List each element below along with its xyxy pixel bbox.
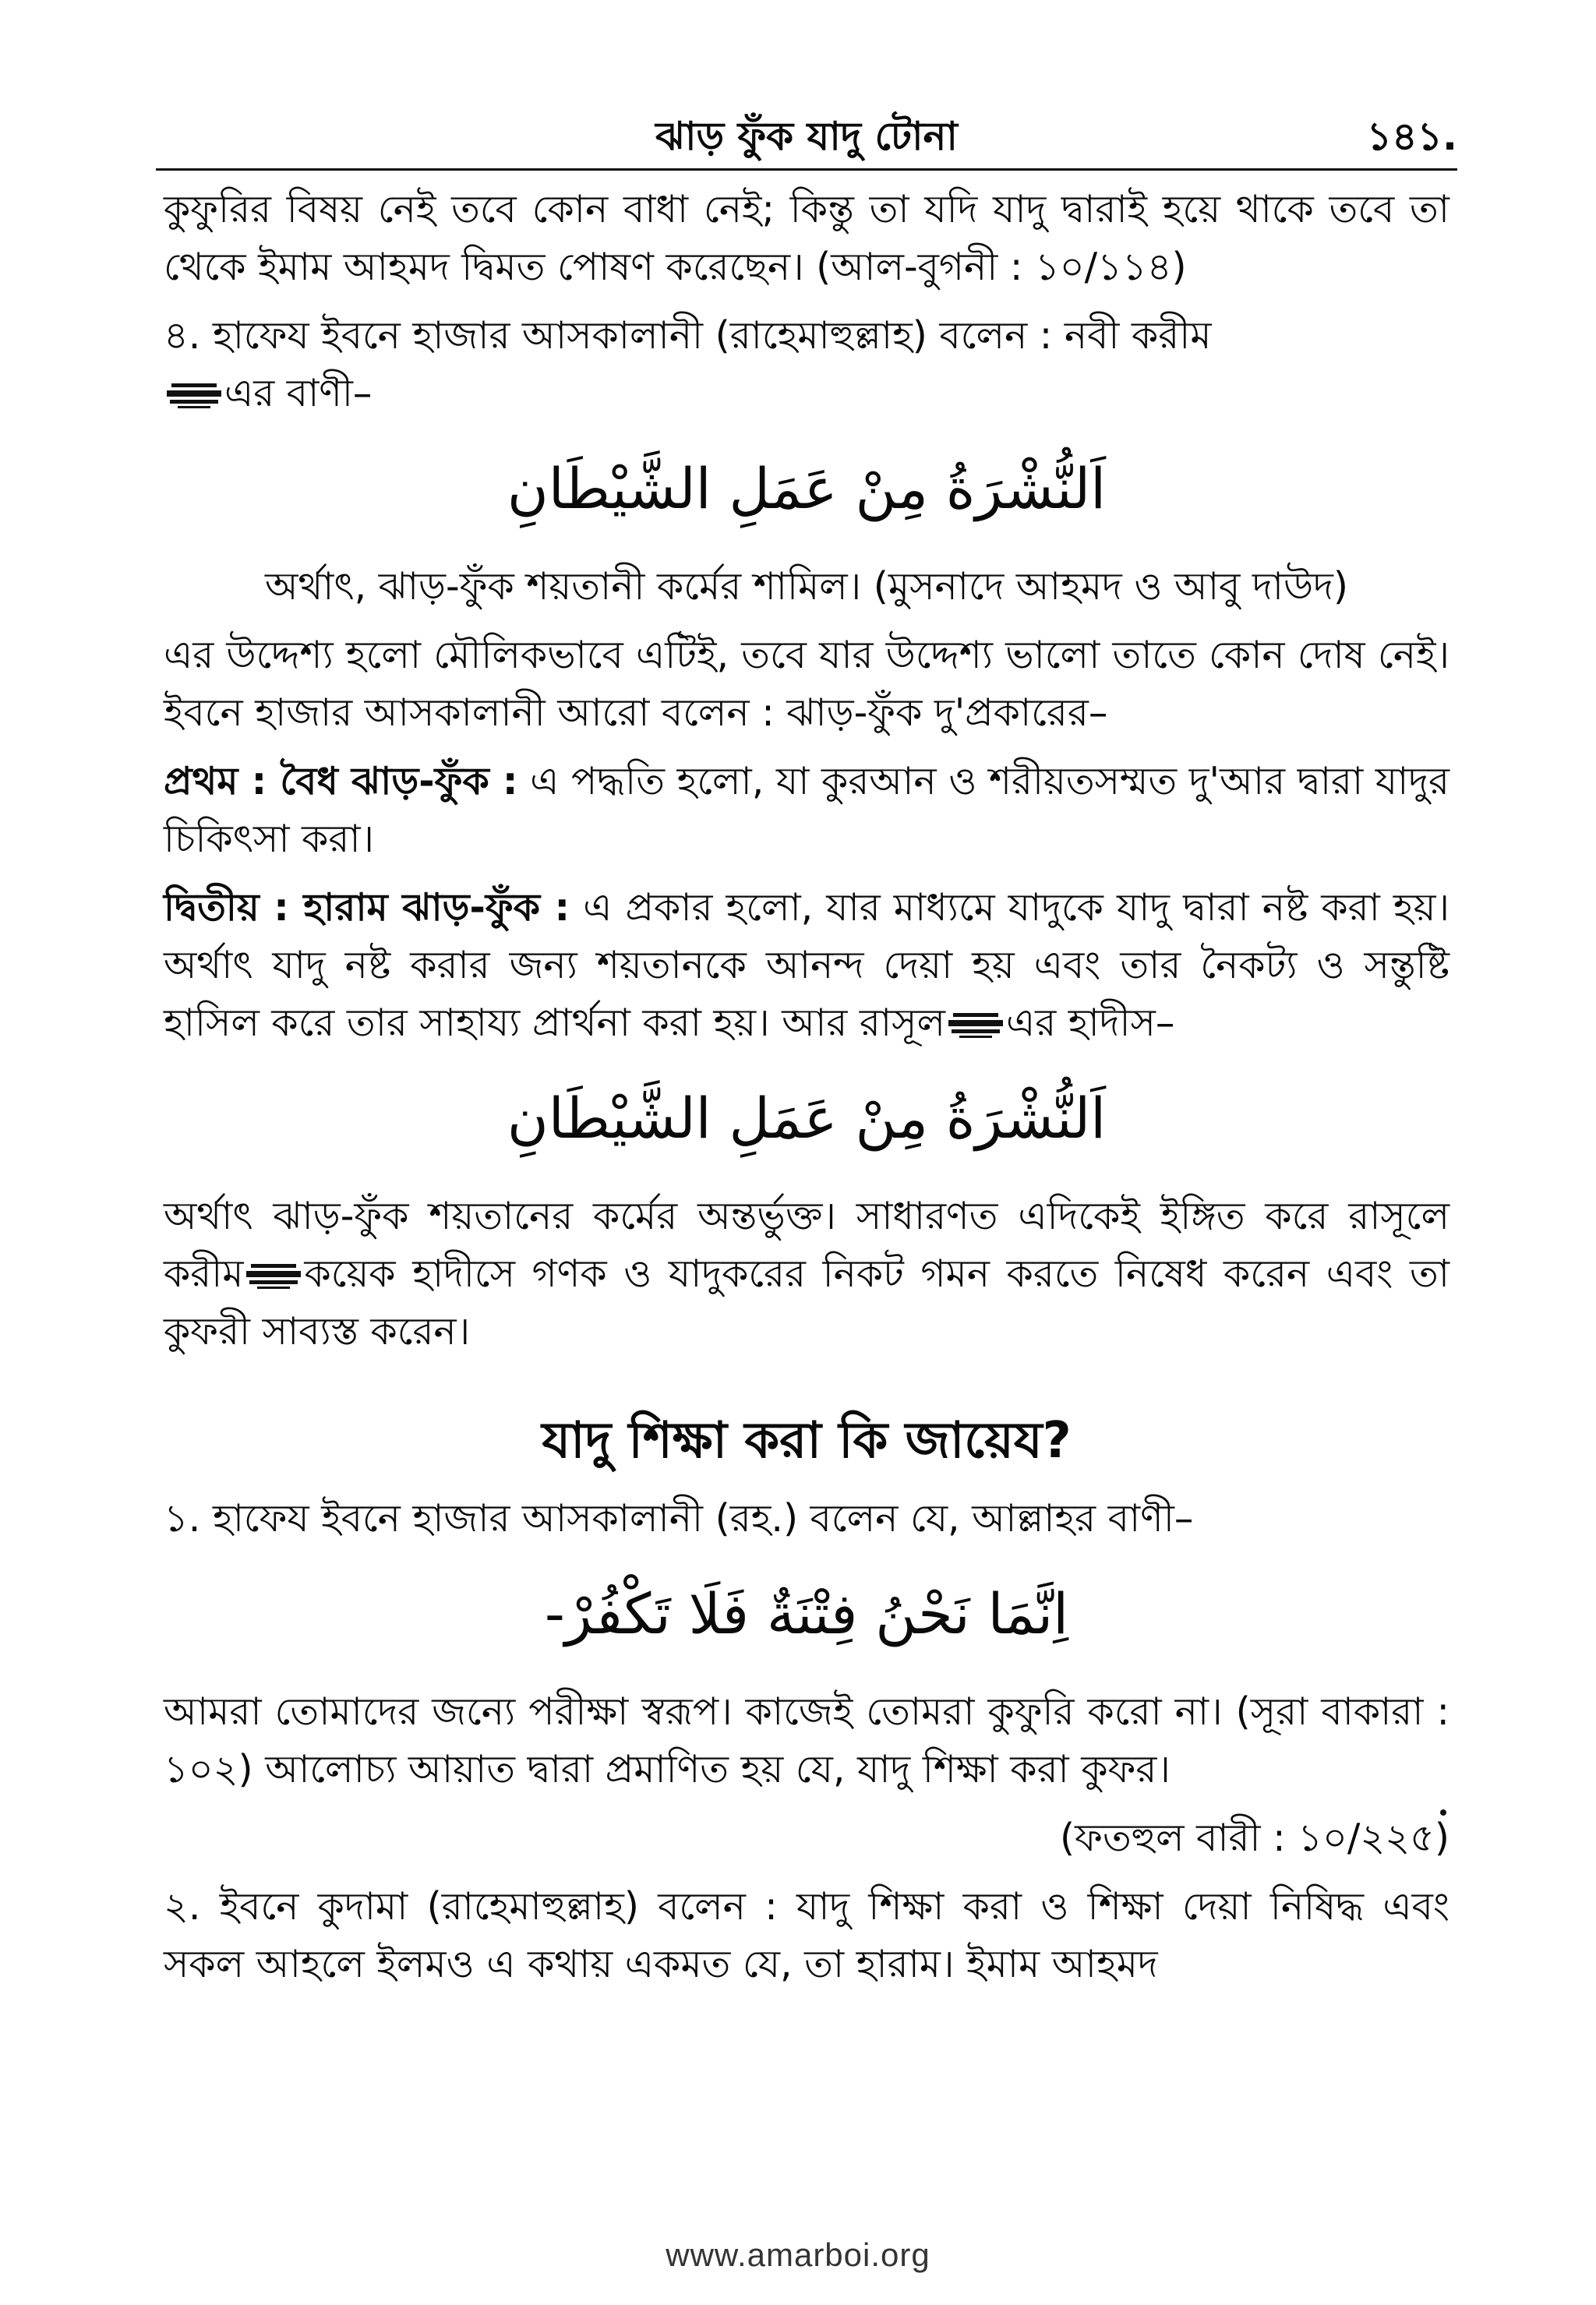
arabic-verse-1: اَلنُّشْرَةُ مِنْ عَمَلِ الشَّيْطَانِ [507, 456, 1107, 521]
paragraph-7-text: অর্থাৎ ঝাড়-ফুঁক শয়তানের কর্মের অন্তর্ভুক্ত। সাধারণত এদিকেই ইঙ্গিত করে রাসূলে করীম [164, 1194, 1449, 1296]
paragraph-5 [164, 753, 1449, 868]
salutation-glyph-icon [165, 382, 223, 410]
salutation-glyph-icon [245, 1262, 302, 1290]
arabic-verse-2: اَلنُّشْرَةُ مِنْ عَمَلِ الشَّيْطَانِ [507, 1085, 1107, 1151]
paragraph-6-text: এ প্রকার হলো, যার মাধ্যমে যাদুকে যাদু দ্বারা নষ্ট করা হয়। অর্থাৎ যাদু নষ্ট করার জন্য শয়তানকে আনন্দ দেয়া হয় এবং তার নৈকট্য ও সন্তুষ্টি হাসিল করে তার সাহায্য প্রার্থনা করা হয়। আর রাসূল [164, 885, 1449, 1045]
paragraph-8: ১. হাফেয ইবনে হাজার আসকালানী (রহ.) বলেন যে, আল্লাহর বাণী– [164, 1496, 1194, 1541]
section-heading: যাদু শিক্ষা করা কি জায়েয? [542, 1412, 1072, 1470]
page-header [156, 101, 1457, 164]
running-title: ঝাড় ফুঁক যাদু টোনা [655, 114, 958, 159]
page-number: ১৪১. [1366, 114, 1457, 159]
paragraph-10: ২. ইবনে কুদামা (রাহেমাহুল্লাহ) বলেন : যাদু শিক্ষা করা ও শিক্ষা দেয়া নিষিদ্ধ এবং সকল আহলে ইলমও এ কথায় একমত যে, তা হারাম। ইমাম আহমদ [164, 1884, 1449, 1986]
paragraph-4: এর উদ্দেশ্য হলো মৌলিকভাবে এটিই, তবে যার উদ্দেশ্য ভালো তাতে কোন দোষ নেই। ইবনে হাজার আসকালানী আরো বলেন : ঝাড়-ফুঁক দু'প্রকারের– [164, 633, 1449, 735]
paragraph-6-heading: দ্বিতীয় : হারাম ঝাড়-ফুঁক : [164, 885, 570, 930]
paragraph-9: আমরা তোমাদের জন্যে পরীক্ষা স্বরূপ। কাজেই তোমরা কুফুরি করো না। (সূরা বাকারা : ১০২) আলোচ্য আয়াত দ্বারা প্রমাণিত হয় যে, যাদু শিক্ষা করা কুফর। [164, 1689, 1449, 1791]
paragraph-6 [164, 879, 1449, 1052]
paragraph-2-tail: এর বাণী– [224, 371, 373, 415]
paragraph-9-reference: (ফতহুল বারী : ১০/২২৫) [1060, 1816, 1449, 1860]
page-body [164, 181, 1449, 2004]
paragraph-5-heading: প্রথম : বৈধ ঝাড়-ফুঁক : [164, 759, 518, 803]
paragraph-1: কুফুরির বিষয় নেই তবে কোন বাধা নেই; কিন্তু তা যদি যাদু দ্বারাই হয়ে থাকে তবে তা থেকে ইমাম আহমদ দ্বিমত পোষণ করেছেন। (আল-বুগনী : ১০/১১৪) [164, 187, 1449, 289]
paragraph-6-tail: এর হাদীস– [1005, 1001, 1175, 1045]
paragraph-3: অর্থাৎ, ঝাড়-ফুঁক শয়তানী কর্মের শামিল। (মুসনাদে আহমদ ও আবু দাউদ) [265, 564, 1348, 609]
paragraph-7 [164, 1188, 1449, 1361]
paragraph-2 [164, 307, 1449, 422]
header-rule [156, 168, 1457, 171]
footer-website: www.amarboi.org [666, 2236, 930, 2273]
salutation-glyph-icon [947, 1011, 1005, 1040]
paragraph-7-tail: কয়েক হাদীসে গণক ও যাদুকরের নিকট গমন করতে নিষেধ করেন এবং তা কুফরী সাব্যস্ত করেন। [164, 1251, 1449, 1354]
paragraph-5-text: এ পদ্ধতি হলো, যা কুরআন ও শরীয়তসম্মত দু'আর দ্বারা যাদুর চিকিৎসা করা। [164, 759, 1449, 861]
arabic-verse-3: اِنَّمَا نَحْنُ فِتْنَةٌ فَلَا تَكْفُرْ- [544, 1581, 1069, 1647]
paragraph-2-text: ৪. হাফেয ইবনে হাজার আসকালানী (রাহেমাহুল্লাহ) বলেন : নবী করীম [164, 313, 1212, 358]
stray-dot [1440, 1809, 1446, 1816]
